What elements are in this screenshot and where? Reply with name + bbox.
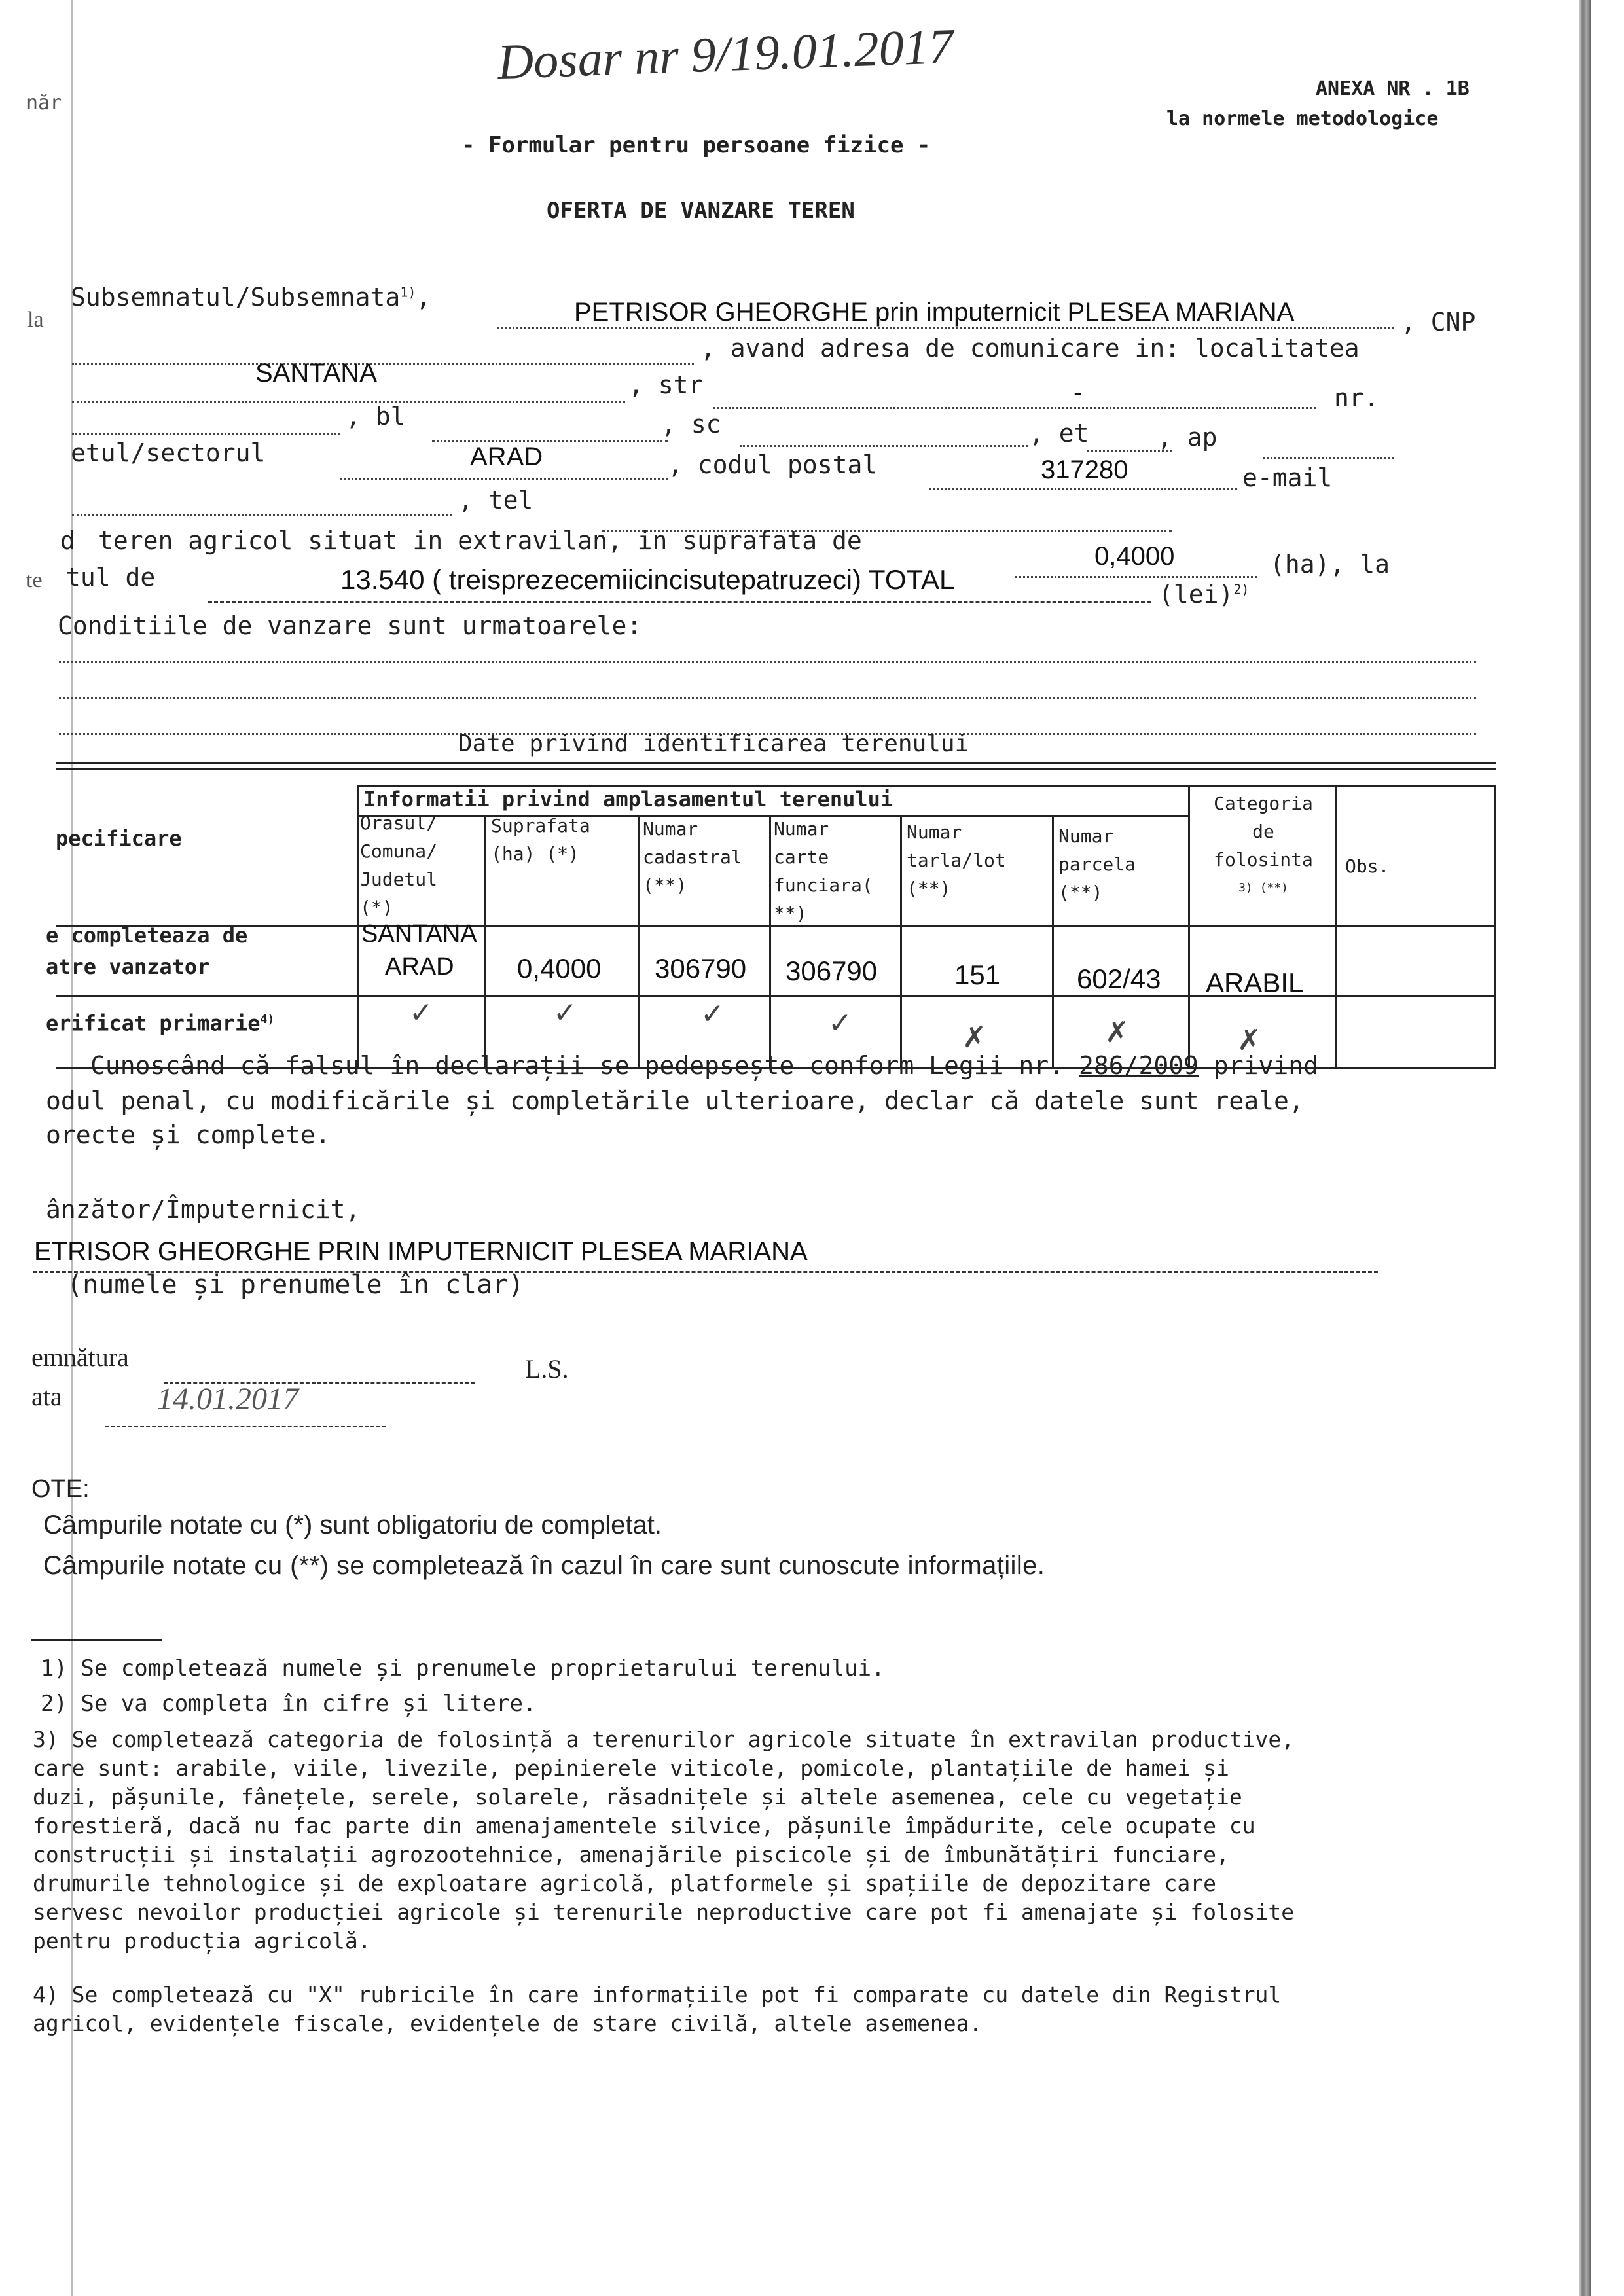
- footnote-3: 3) Se completează categoria de folosință a terenurilor agricole situate în extravilan productive, care sunt: arabile, viile, livezile, pepinierele viticole, pomicole, plantațiile de hamei și duzi, pășunile, fânețele, serele, solarele, răsadnițele și altele asemenea, cele cu vegetație forestieră, dacă nu fac parte din amenajamentele silvice, pășunile împădurite, cele ocupate cu construcții și instalații agrozootehnice, amenajările piscicole și de îmbunătățiri funciare, drumurile tehnologice și de exploatare agricolă, platformele și spațiile de depozitare care servesc nevoilor producției agricole și terenurile neproductive care pot fi amenajate și folosite pentru producția agricolă.: [33, 1727, 1295, 1954]
- margin-la: la: [27, 308, 44, 332]
- area-unit: (ha), la: [1270, 550, 1390, 579]
- signer-name: ETRISOR GHEORGHE PRIN IMPUTERNICIT PLESEA MARIANA: [34, 1237, 808, 1266]
- col-spec-header: pecificare: [56, 826, 182, 851]
- conditions-line-1: [59, 661, 1476, 663]
- price-margin: te: [26, 568, 43, 592]
- check-mark-1: ✓: [409, 997, 433, 1029]
- bl-line: [432, 440, 668, 442]
- label-nr: nr.: [1334, 384, 1379, 412]
- county-line: [340, 478, 668, 480]
- declaration-line-2: odul penal, cu modificările și completările ulterioare, declar că datele sunt reale,: [46, 1086, 1304, 1115]
- annex-subtitle: la normele metodologice: [1166, 107, 1439, 130]
- value-landbook: 306790: [785, 956, 878, 986]
- col-area-header: Suprafata (ha) (*): [491, 815, 590, 865]
- footnote-separator: [31, 1639, 162, 1641]
- postal-value: 317280: [1041, 456, 1128, 484]
- email-line: [72, 514, 452, 516]
- annex-number: ANEXA NR . 1B: [1316, 77, 1470, 100]
- label-email: e-mail: [1242, 463, 1333, 492]
- label-sc: , sc: [661, 410, 721, 439]
- postal-line: [929, 488, 1237, 490]
- cnp-line: [72, 363, 694, 365]
- handwritten-file-number: Dosar nr 9/19.01.2017: [496, 18, 954, 90]
- value-tarla: 151: [954, 960, 1001, 990]
- col-obs-header: Obs.: [1345, 855, 1390, 877]
- value-area: 0,4000: [517, 953, 602, 984]
- declarant-name: PETRISOR GHEORGHE prin imputernicit PLESEA MARIANA: [574, 298, 1295, 327]
- row-seller-label: e completeaza de atre vanzator: [46, 923, 248, 979]
- ls-mark: L.S.: [525, 1354, 569, 1384]
- scan-right-edge: [1579, 0, 1591, 2296]
- date-line: [105, 1426, 386, 1427]
- label-str: , str: [628, 370, 704, 399]
- value-parcel: 602/43: [1077, 963, 1161, 994]
- signature-label: emnătura: [31, 1342, 129, 1372]
- label-postal: , codul postal: [668, 450, 878, 479]
- signer-name-caption: (numele și prenumele în clar): [67, 1270, 524, 1300]
- label-county: etul/sectorul: [71, 439, 266, 467]
- declaration-line-3: orecte și complete.: [46, 1121, 331, 1149]
- name-line: [497, 327, 1394, 329]
- note-1: Câmpurile notate cu (*) sunt obligatoriu de completat.: [43, 1511, 662, 1539]
- group-header: Informatii privind amplasamentul terenului: [363, 787, 893, 812]
- conditions-line-2: [59, 697, 1476, 699]
- date-label: ata: [31, 1382, 62, 1411]
- str-line: [713, 407, 1316, 409]
- sc-line: [740, 445, 1028, 447]
- offer-prefix: d: [60, 526, 75, 555]
- label-tel: , tel: [458, 486, 533, 514]
- label-cnp: , CNP: [1401, 308, 1476, 336]
- label-address: , avand adresa de comunicare in: localitatea: [700, 334, 1360, 363]
- label-et: , et: [1029, 419, 1089, 448]
- notes-title: OTE:: [31, 1475, 90, 1503]
- col-landbook-header: Numar carte funciara( **): [774, 818, 873, 924]
- county-value: ARAD: [470, 442, 543, 471]
- nr-line: [72, 433, 340, 435]
- value-category: ARABIL: [1206, 967, 1304, 998]
- label-ap: , ap: [1157, 423, 1218, 452]
- x-mark-3: ✗: [1237, 1024, 1261, 1056]
- form-type: - Formular pentru persoane fizice -: [461, 132, 931, 158]
- label-name: Subsemnatul/Subsemnata$^{1)}$,: [71, 283, 431, 312]
- check-mark-2: ✓: [553, 997, 577, 1029]
- declaration-line-1: Cunoscând că falsul în declarații se pedepsește conform Legii nr. 286/2009 privind: [90, 1051, 1319, 1080]
- offer-line: teren agricol situat in extravilan, in suprafata de: [98, 526, 862, 555]
- price-value: 13.540 ( treisprezecemiicincisutepatruzeci) TOTAL: [340, 564, 955, 595]
- form-title: OFERTA DE VANZARE TEREN: [547, 198, 855, 224]
- col-tarla-header: Numar tarla/lot (**): [907, 821, 1006, 899]
- x-mark-1: ✗: [962, 1022, 986, 1054]
- area-line: [1015, 576, 1257, 578]
- footnote-1: 1) Se completează numele și prenumele proprietarului terenului.: [41, 1655, 885, 1681]
- value-cadastral: 306790: [655, 953, 747, 984]
- ap-line: [1263, 457, 1394, 459]
- value-locality: SANTANA: [361, 920, 477, 948]
- str-value: -: [1074, 378, 1083, 407]
- check-mark-4: ✓: [828, 1007, 852, 1039]
- price-unit: (lei)$^{2)}$: [1159, 580, 1250, 609]
- col-parcel-header: Numar parcela (**): [1058, 825, 1136, 903]
- label-bl: , bl: [346, 402, 406, 431]
- value-county: ARAD: [385, 953, 454, 980]
- note-2: Câmpurile notate cu (**) se completează în cazul în care sunt cunoscute informațiile.: [43, 1551, 1045, 1580]
- check-mark-3: ✓: [700, 998, 725, 1030]
- col-cadastral-header: Numar cadastral (**): [643, 818, 742, 896]
- price-label: tul de: [65, 563, 156, 592]
- col-category-header: Categoria de folosinta 3) (**): [1214, 793, 1313, 895]
- footnote-4: 4) Se completează cu "X" rubricile în care informațiile pot fi comparate cu datele din Registrul agricol, evidențele fiscale, evidențele de stare civilă, altele asemenea.: [33, 1982, 1282, 2036]
- area-value: 0,4000: [1094, 542, 1175, 571]
- date-value: 14.01.2017: [157, 1382, 298, 1416]
- locality-value: SANTANA: [255, 359, 377, 387]
- table-caption: Date privind identificarea terenului: [458, 730, 969, 757]
- x-mark-2: ✗: [1105, 1016, 1129, 1049]
- footnote-2: 2) Se va completa în cifre și litere.: [41, 1691, 537, 1717]
- row-verified-label: erificat primarie$^{4)}$: [46, 1011, 275, 1036]
- margin-fragment: năr: [26, 92, 62, 115]
- price-line: [208, 601, 1151, 603]
- conditions-label: Conditiile de vanzare sunt urmatoarele:: [58, 611, 642, 640]
- col-locality-header: Orasul/ Comuna/ Judetul (*): [360, 812, 438, 918]
- signer-role: ânzător/Împuternicit,: [46, 1195, 361, 1224]
